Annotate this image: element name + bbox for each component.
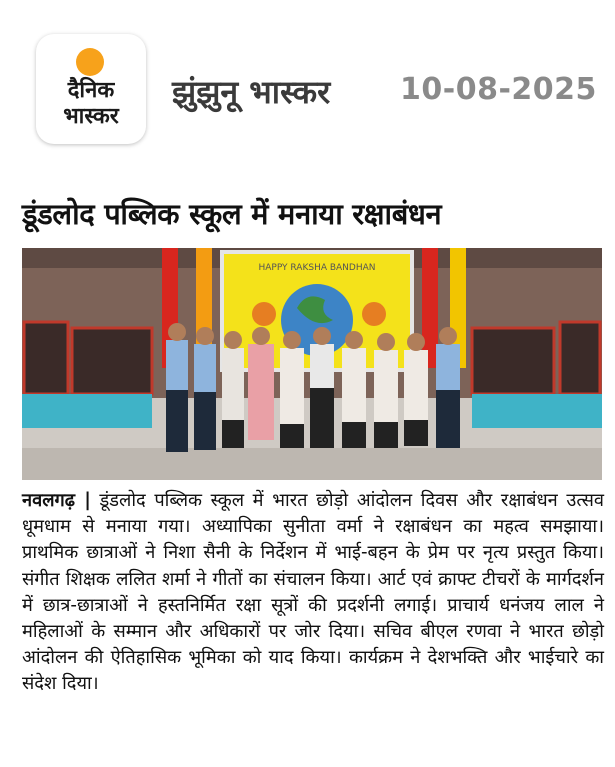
article-dateline: नवलगढ़ |: [22, 490, 91, 511]
edition-name: झुंझुनू भास्कर: [172, 73, 331, 111]
logo-text-line1: दैनिक: [67, 78, 115, 103]
dainik-bhaskar-logo[interactable]: [36, 34, 146, 144]
event-photo-illustration: [22, 248, 602, 480]
page-header: [0, 0, 615, 160]
article-headline: डूंडलोद पब्लिक स्कूल में मनाया रक्षाबंधन: [22, 197, 442, 231]
sun-icon: [76, 48, 104, 76]
event-photo[interactable]: [22, 248, 602, 480]
article-body: [22, 488, 604, 698]
article-body-text: डूंडलोद पब्लिक स्कूल में भारत छोड़ो आंदोलन दिवस और रक्षाबंधन उत्सव धूमधाम से मनाया गया। अध्यापिका सुनीता वर्मा ने रक्षाबंधन का महत्व समझाया। प्राथमिक छात्राओं ने निशा सैनी के निर्देशन में भाई-बहन के प्रेम पर नृत्य प्रस्तुत किया। संगीत शिक्षक ललित शर्मा ने गीतों का संचालन किया। आर्ट एवं क्राफ्ट टीचरों के मार्गदर्शन में छात्र-छात्राओं ने हस्तनिर्मित रक्षा सूत्रों की प्रदर्शनी लगाई। प्राचार्य धनंजय लाल ने महिलाओं के सम्मान और अधिकारों पर जोर दिया। सचिव बीएल रणवा ने भारत छोड़ो आंदोलन की ऐतिहासिक भूमिका को याद किया। कार्यक्रम ने देशभक्ति और भाईचारे का संदेश दिया।: [22, 490, 604, 695]
publication-date: 10-08-2025: [400, 72, 597, 107]
logo-text-line2: भास्कर: [63, 104, 119, 129]
banner-text: HAPPY RAKSHA BANDHAN: [258, 263, 376, 273]
